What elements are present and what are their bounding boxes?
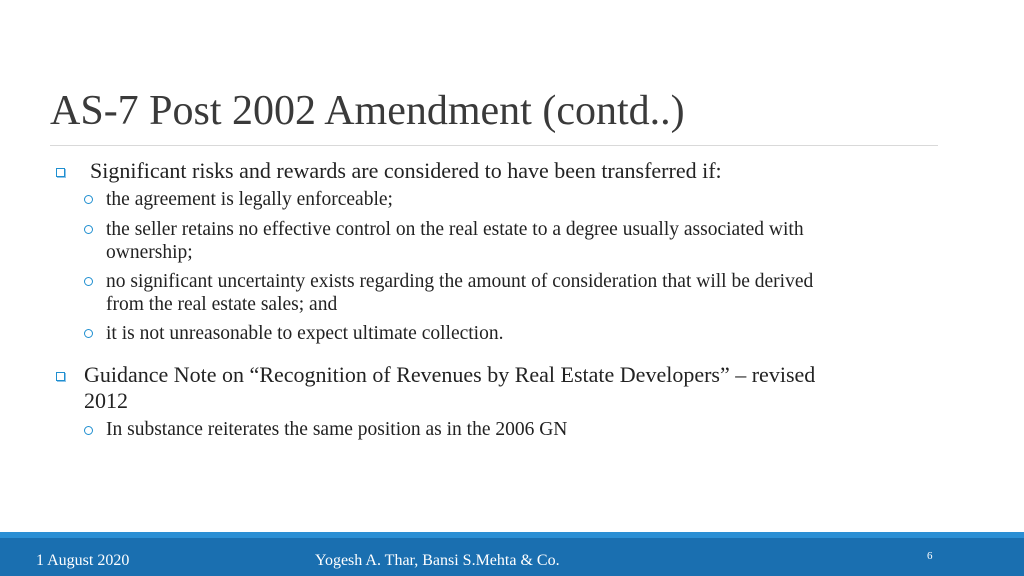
circle-bullet-icon <box>84 426 93 435</box>
subitem-1-2-line2: ownership; <box>106 242 193 263</box>
circle-bullet-icon <box>84 225 93 234</box>
slide-title: AS-7 Post 2002 Amendment (contd..) <box>50 88 685 134</box>
subitem-2-1: In substance reiterates the same position as in the 2006 GN <box>106 419 568 440</box>
footer-author: Yogesh A. Thar, Bansi S.Mehta & Co. <box>315 552 560 569</box>
bullet-2-line1: Guidance Note on “Recognition of Revenues by Real Estate Developers” – revised <box>84 362 816 387</box>
footer-bar <box>0 538 1024 576</box>
subitem-1-4: it is not unreasonable to expect ultimate collection. <box>106 323 504 344</box>
circle-bullet-icon <box>84 277 93 286</box>
subitem-1-1: the agreement is legally enforceable; <box>106 189 393 210</box>
bullet-1-text: Significant risks and rewards are considered to have been transferred if: <box>90 158 722 183</box>
square-bullet-icon <box>56 168 65 177</box>
square-bullet-icon <box>56 372 65 381</box>
subitem-1-3-line2: from the real estate sales; and <box>106 294 338 315</box>
subitem-1-3-line1: no significant uncertainty exists regarding the amount of consideration that will be derived <box>106 271 814 292</box>
circle-bullet-icon <box>84 195 93 204</box>
circle-bullet-icon <box>84 329 93 338</box>
bullet-2-line2: 2012 <box>84 388 128 413</box>
page-number: 6 <box>927 550 933 562</box>
subitem-1-2-line1: the seller retains no effective control on the real estate to a degree usually associated with <box>106 219 804 240</box>
footer-date: 1 August 2020 <box>36 552 130 569</box>
